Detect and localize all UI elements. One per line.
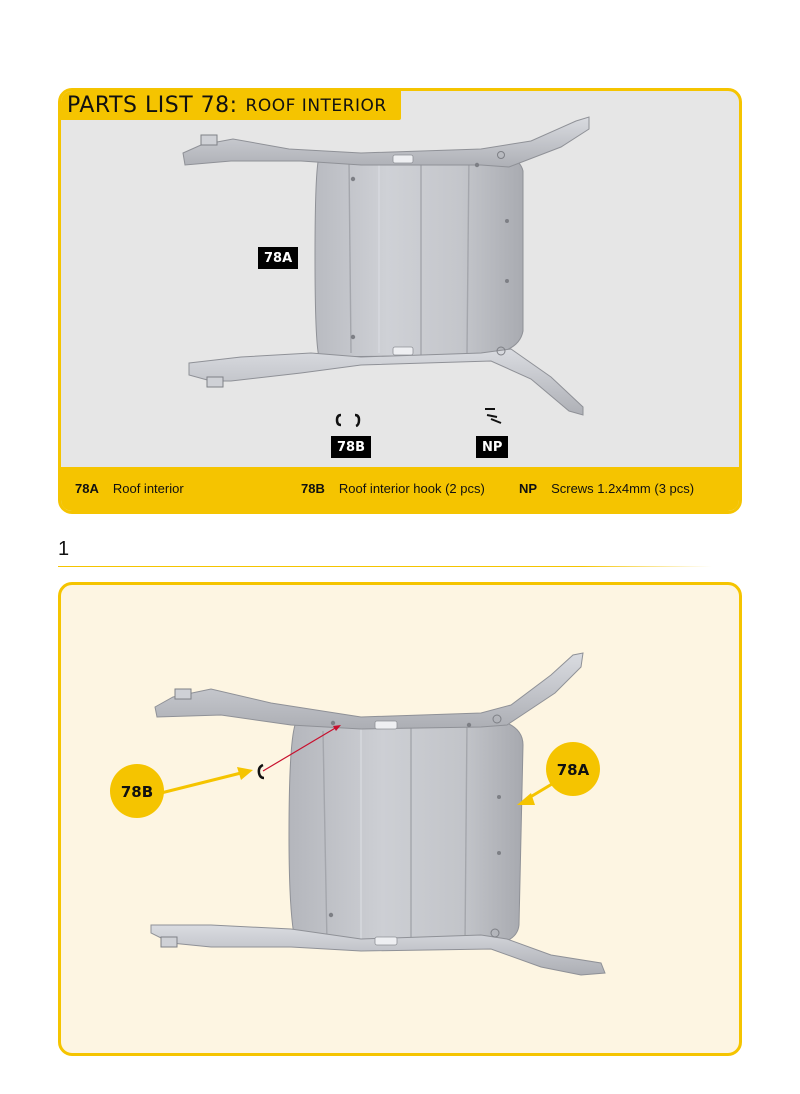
roof-interior-parts-illustration: [61, 91, 742, 514]
callout-arrow-78b: [161, 773, 241, 793]
callout-label-78b: 78B: [120, 783, 154, 801]
part-label-np: NP: [476, 436, 508, 458]
step-panel: [58, 582, 742, 1056]
step-number: 1: [58, 538, 70, 560]
arrow-head-icon: [237, 767, 253, 780]
part-label-78a: 78A: [258, 247, 298, 269]
parts-list-name: ROOF INTERIOR: [245, 95, 387, 116]
parts-legend: [61, 467, 739, 511]
legend-description: Roof interior: [112, 481, 184, 496]
legend-code: NP: [519, 481, 538, 496]
legend-item-78a: [75, 481, 184, 496]
part-label-78b: 78B: [331, 436, 371, 458]
legend-item-78b: [301, 481, 485, 496]
parts-list-panel: [58, 88, 742, 514]
step-divider: [58, 566, 712, 567]
hook-icon: [259, 765, 264, 778]
step-assembly-illustration: [61, 585, 742, 1056]
parts-list-title: [61, 91, 401, 120]
callout-label-78a: 78A: [556, 761, 590, 779]
legend-code: 78B: [301, 481, 325, 496]
parts-list-number: PARTS LIST 78:: [67, 93, 238, 118]
legend-item-np: [519, 481, 694, 496]
hook-icon: [355, 415, 359, 426]
legend-code: 78A: [75, 481, 99, 496]
screw-icon: [485, 409, 501, 423]
legend-description: Roof interior hook (2 pcs): [338, 481, 485, 496]
hook-icon: [337, 415, 341, 425]
legend-description: Screws 1.2x4mm (3 pcs): [551, 481, 695, 496]
